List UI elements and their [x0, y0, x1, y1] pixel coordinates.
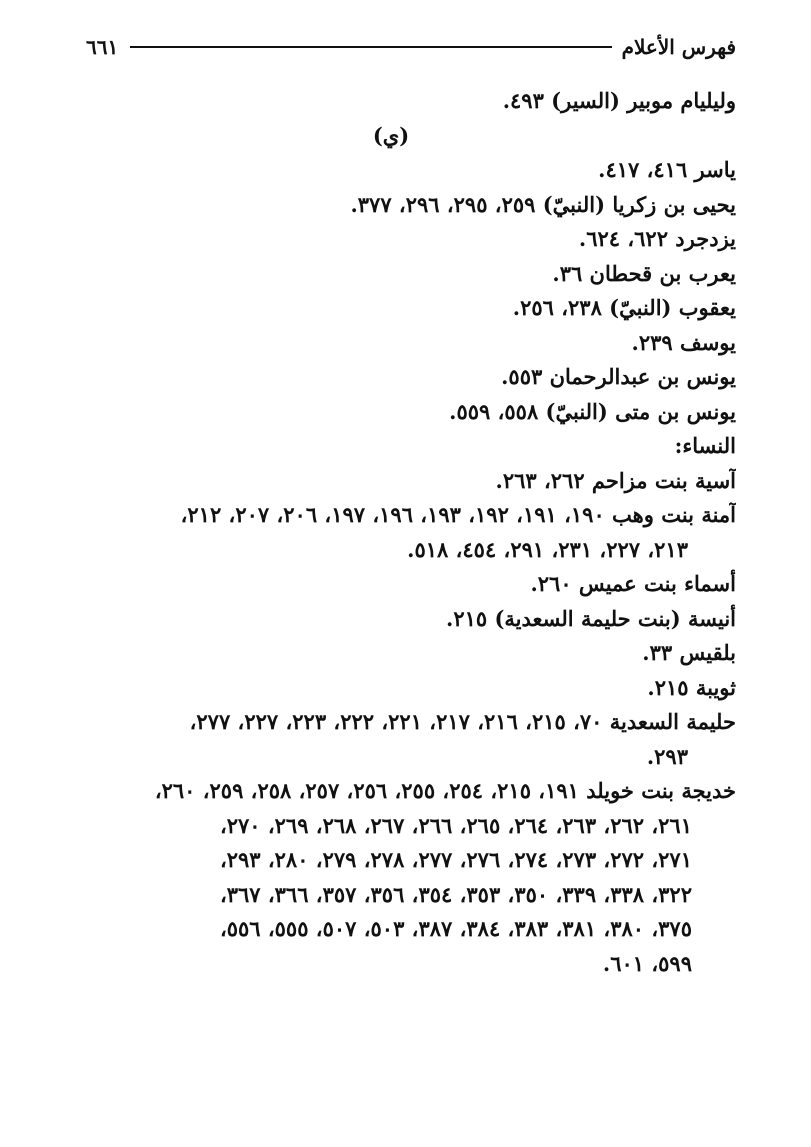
women-section-heading: النساء: [674, 433, 736, 458]
page-header [86, 32, 736, 62]
index-entry-continuation: ٢٦١، ٢٦٢، ٢٦٣، ٢٦٤، ٢٦٥، ٢٦٦، ٢٦٧، ٢٦٨، ٢٦٩، ٢٧٠، [219, 812, 692, 838]
index-entry: ثويبة ٢١٥. [647, 674, 736, 700]
index-entry: وليليام موبير (السير) ٤٩٣. [502, 88, 736, 113]
index-entry-continuation: ٣٢٢، ٣٣٨، ٣٣٩، ٣٥٠، ٣٥٣، ٣٥٤، ٣٥٦، ٣٥٧، ٣٦٦، ٣٦٧، [219, 881, 692, 907]
page-number: ٦٦١ [86, 35, 119, 59]
index-entry-continuation: ٢٩٣. [646, 743, 688, 769]
index-entry: حليمة السعدية ٧٠، ٢١٥، ٢١٦، ٢١٧، ٢٢١، ٢٢٢، ٢٢٣، ٢٢٧، ٢٧٧، [189, 709, 736, 734]
index-entry: آمنة بنت وهب ١٩٠، ١٩١، ١٩٢، ١٩٣، ١٩٦، ١٩٧، ٢٠٦، ٢٠٧، ٢١٢، [180, 502, 736, 527]
index-entry: يزدجرد ٦٢٢، ٦٢٤. [578, 226, 736, 251]
index-entry: يوسف ٢٣٩. [631, 329, 736, 355]
index-entries [86, 84, 736, 981]
running-title: فهرس الأعلام [621, 35, 736, 59]
index-entry: يعرب بن قحطان ٣٦. [552, 260, 736, 286]
index-entry: ياسر ٤١٦، ٤١٧. [598, 157, 736, 182]
index-entry: يحيى بن زكريا (النبيّ) ٢٥٩، ٢٩٥، ٢٩٦، ٣٧٧. [350, 191, 736, 217]
index-entry: يعقوب (النبيّ) ٢٣٨، ٢٥٦. [512, 295, 736, 320]
index-entry: يونس بن متى (النبيّ) ٥٥٨، ٥٥٩. [449, 398, 736, 424]
section-letter-heading: (ي) [372, 122, 410, 148]
index-entry: أسماء بنت عميس ٢٦٠. [530, 571, 736, 596]
header-rule [130, 46, 611, 48]
index-entry: بلقيس ٣٣. [642, 640, 736, 665]
index-entry-continuation: ٥٩٩، ٦٠١. [602, 950, 692, 976]
index-entry-continuation: ٢١٣، ٢٢٧، ٢٣١، ٢٩١، ٤٥٤، ٥١٨. [407, 536, 688, 562]
index-entry: آسية بنت مزاحم ٢٦٢، ٢٦٣. [495, 467, 736, 493]
index-entry-continuation: ٣٧٥، ٣٨٠، ٣٨١، ٣٨٣، ٣٨٤، ٣٨٧، ٥٠٣، ٥٠٧، ٥٥٥، ٥٥٦، [219, 916, 692, 941]
index-entry-continuation: ٢٧١، ٢٧٢، ٢٧٣، ٢٧٤، ٢٧٦، ٢٧٧، ٢٧٨، ٢٧٩، ٢٨٠، ٢٩٣، [219, 847, 692, 872]
index-entry: خديجة بنت خويلد ١٩١، ٢١٥، ٢٥٤، ٢٥٥، ٢٥٦، ٢٥٧، ٢٥٨، ٢٥٩، ٢٦٠، [154, 778, 736, 803]
index-entry: أنيسة (بنت حليمة السعدية) ٢١٥. [446, 605, 736, 631]
index-entry: يونس بن عبدالرحمان ٥٥٣. [501, 364, 736, 389]
